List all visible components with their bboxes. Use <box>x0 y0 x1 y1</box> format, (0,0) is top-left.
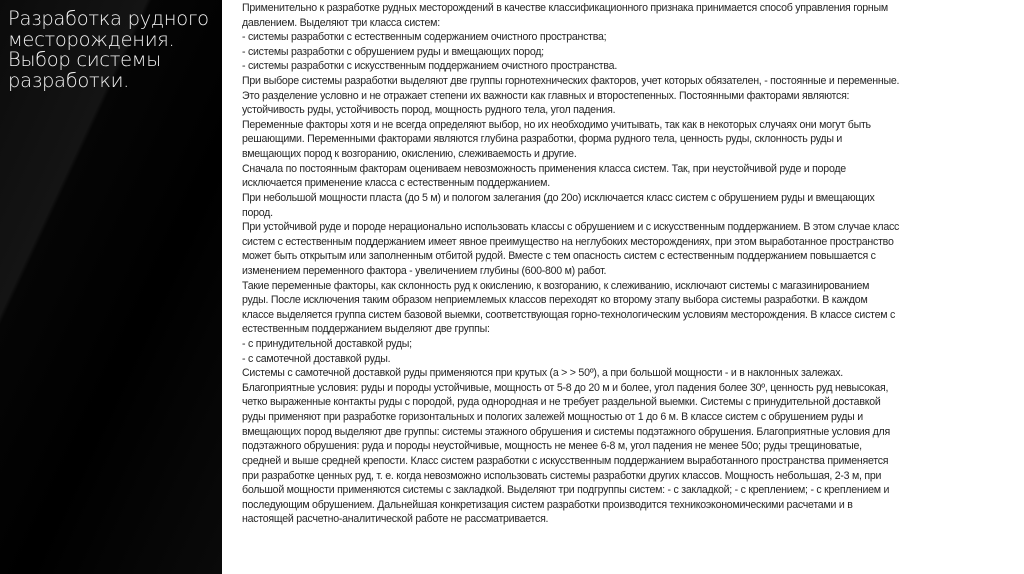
title-line: разработки. <box>8 68 130 92</box>
body-line: четко выраженные контакты руды с породой, руда однородная и не требует раздельной выемки. Системы с принудительной доставкой <box>242 396 881 409</box>
body-line: руды применяют при разработке горизонтальных и пологих залежей мощностью от 1 до 6 м. В классе систем с обрушением руды и <box>242 411 863 424</box>
body-line: Это разделение условно и не отражает степени их важности как главных и второстепенных. Постоянными факторами являются: <box>242 89 850 102</box>
body-line: при разработке ценных руд, т. е. когда невозможно использовать системы разработки других классов. Мощность небольшая, 2-3 м, при <box>242 469 882 482</box>
body-line: - с самотечной доставкой руды. <box>242 352 391 365</box>
title-panel <box>0 0 222 574</box>
body-line: вмещающих пород выделяют две группы: системы этажного обрушения и системы подэтажного обрушения. Благоприятные условия для <box>242 425 890 438</box>
body-line: настоящей расчетно-аналитической работе не рассматривается. <box>242 513 549 526</box>
body-line: классе выделяется группа систем базовой выемки, соответствующая горно-технологическим условиям месторождения. В классе систем с <box>242 308 896 321</box>
body-line: При небольшой мощности пласта (до 5 м) и пологом залегания (до 20о) исключается класс систем с обрушением руды и вмещающих <box>242 191 875 204</box>
body-line: При выборе системы разработки выделяют две группы горнотехнических факторов, учет которых обязателен, - постоянные и переменные. <box>242 75 900 88</box>
body-line: - системы разработки с искусственным поддержанием очистного пространства. <box>242 60 618 73</box>
title-line: Выбор системы <box>8 48 161 71</box>
body-line: пород. <box>242 206 273 219</box>
body-line: подэтажного обрушения: руда и породы неустойчивые, мощность не менее 6-8 м, угол падения не менее 50о; руды трещиноватые, <box>242 440 862 453</box>
body-line: Применительно к разработке рудных месторождений в качестве классификационного признака принимается способ управления горным <box>242 2 888 14</box>
body-line: При устойчивой руде и породе нерационально использовать классы с обрушением и с искусственным поддержанием. В этом случае класс <box>242 221 900 234</box>
body-line: Сначала по постоянным факторам оцениваем невозможность применения класса систем. Так, при неустойчивой руде и породе <box>242 162 846 175</box>
title-line: месторождения. <box>8 27 175 51</box>
body-line: исключается применение класса с естественным поддержанием. <box>242 177 550 190</box>
body-line: большой мощности применяются системы с закладкой. Выделяют три подгруппы систем: - с закладкой; - с креплением; - с креплением и <box>242 484 890 497</box>
body-line: руды. После исключения таким образом неприемлемых классов переходят ко второму этапу выбора системы разработки. В каждом <box>242 294 868 307</box>
body-line: давлением. Выделяют три класса систем: <box>242 16 440 29</box>
body-line: Такие переменные факторы, как склонность руд к окислению, к возгоранию, к слеживанию, исключают системы с магазинированием <box>242 279 870 292</box>
body-line: естественным поддержанием выделяют две группы: <box>242 323 490 336</box>
body-line: - с принудительной доставкой руды; <box>242 338 412 351</box>
body-line: последующим обрушением. Дальнейшая конкретизация систем разработки производится техникоэкономическими расчетами и в <box>242 498 853 511</box>
body-line: средней и выше средней крепости. Класс систем разработки с искусственным поддержанием выработанного пространства применяется <box>242 454 889 467</box>
body-line: Благоприятные условия: руды и породы устойчивые, мощность от 5-8 до 20 м и более, угол падения более 30º, ценность руд невысокая, <box>242 381 889 394</box>
slide-title <box>8 9 209 91</box>
body-line: - системы разработки с естественным содержанием очистного пространства; <box>242 31 607 44</box>
body-line: может быть открытым или заполненным отбитой рудой. Вместе с тем опасность систем с естественным поддержанием повышается с <box>242 250 876 263</box>
title-line: Разработка рудного <box>8 7 209 30</box>
body-line: - системы разработки с обрушением руды и вмещающих пород; <box>242 45 544 58</box>
body-line: изменением переменного фактора - увеличением глубины (600-800 м) работ. <box>242 264 607 277</box>
body-line: Системы с самотечной доставкой руды применяются при крутых (а > > 50º), а при большой мощности - и в наклонных залежах. <box>242 367 843 380</box>
body-line: решающими. Переменными факторами являются глубина разработки, форма рудного тела, ценность руды, склонность руды и <box>242 133 843 146</box>
body-line: систем с естественным поддержанием имеет явное преимущество на неглубоких месторождениях, при этом выработанное пространство <box>242 235 894 248</box>
body-line: Переменные факторы хотя и не всегда определяют выбор, но их необходимо учитывать, так как в некоторых случаях они могут быть <box>242 118 871 131</box>
body-line: вмещающих пород к возгоранию, окислению, слеживаемость и другие. <box>242 148 577 161</box>
slide-body-text <box>242 1 1022 527</box>
body-line: устойчивость руды, устойчивость пород, мощность рудного тела, угол падения. <box>242 104 616 117</box>
